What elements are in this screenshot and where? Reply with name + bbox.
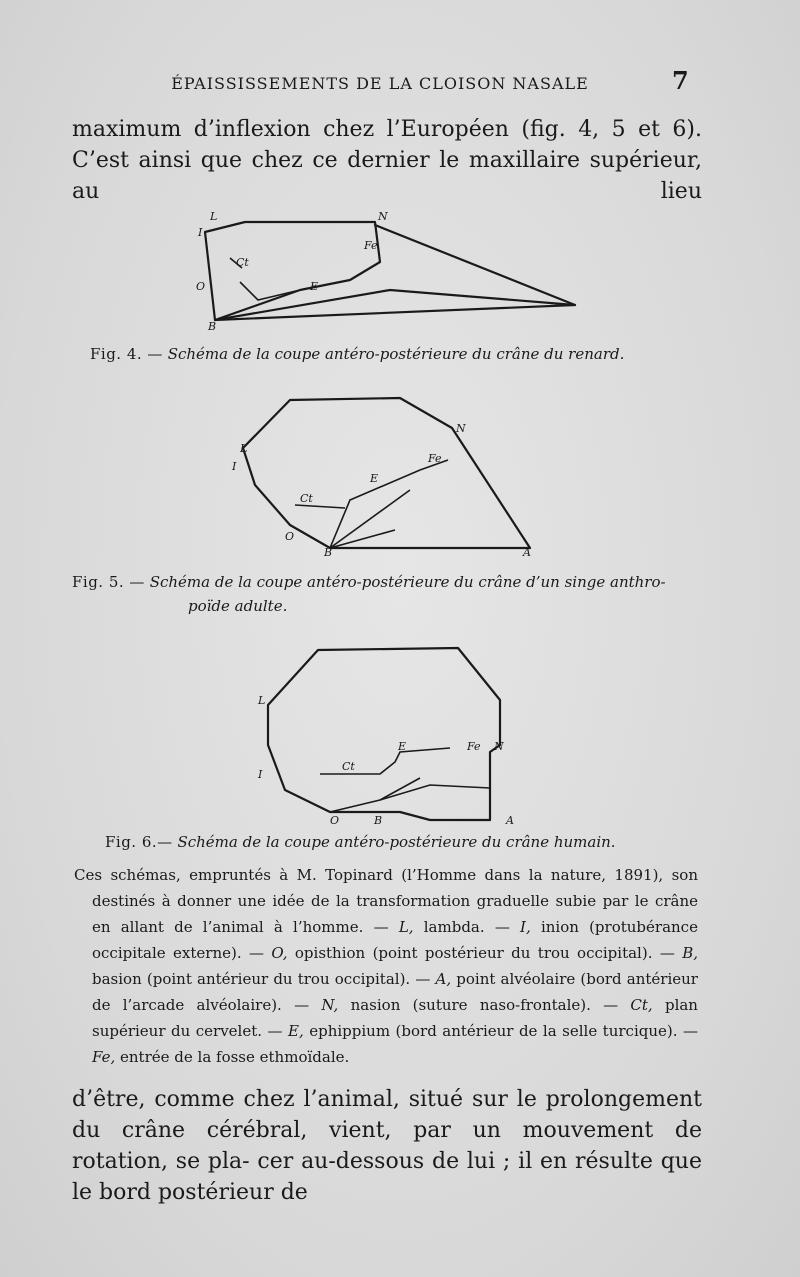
figure-legend [74,862,698,1070]
fig6-label-I: I [258,768,263,781]
fig5-label-E: E [370,472,379,485]
legend-sym-Fe: Fe, [92,1048,116,1066]
legend-sym-N: N, [321,996,339,1014]
fig4-label-Fe: Fe [364,239,378,252]
legend-intro: Ces schémas, empruntés à M. Topinard (l’Homme dans la nature, 1891), son destinés à donner une idée de la transformation graduelle subie par le crâne en allant de l’animal à l’homme. — [74,866,698,936]
legend-sym-Ct: Ct, [630,996,653,1014]
fig6-label-E: E [398,740,407,753]
fig6-sella-line [320,748,450,774]
fig5-base-lines [290,525,395,548]
fig5-label-A: A [523,546,531,559]
figure-5-diagram [231,398,531,559]
fig6-label-Fe: Fe [467,740,481,753]
figure-5-caption-line1: Schéma de la coupe antéro-postérieure du crâne d’un singe anthro- [149,573,666,591]
fig4-cranium-outline [205,222,380,320]
fig6-label-Ct: Ct [342,760,355,773]
figure-5-caption-line2: poïde adulte. [188,597,288,615]
legend-text-E: ephippium (bord antérieur de la selle turcique). — [309,1022,698,1040]
fig6-base-line [330,785,490,812]
fig6-cranium-outline [268,648,500,820]
fig4-label-I: I [198,226,203,239]
page-number: 7 [672,66,689,95]
fig5-cranium-outline [243,398,530,548]
fig4-label-Ct: Ct [236,256,249,269]
fig5-label-Ct: Ct [300,492,313,505]
fig6-label-O: O [330,814,340,827]
fig4-label-O: O [196,280,206,293]
fig5-inner-lines [330,460,448,548]
fig6-label-B: B [374,814,383,827]
figure-4-caption-text: Schéma de la coupe antéro-postérieure du crâne du renard. [167,345,625,363]
fig6-label-L: L [258,694,266,707]
fig4-face-line [215,225,575,320]
fig6-label-N: N [494,740,504,753]
fig6-label-A: A [506,814,514,827]
fig4-label-E: E [310,280,319,293]
legend-text-N: nasion (suture naso-frontale). — [350,996,619,1014]
fig5-label-B: B [324,546,333,559]
legend-sym-I: I, [520,918,531,936]
fig5-label-O: O [285,530,295,543]
fig5-label-Fe: Fe [428,452,442,465]
legend-text-A: point alvéolaire (bord antérieur de l’arcade alvéolaire). — [92,970,698,1014]
fig4-cerebellum-plane [240,282,300,300]
fig5-label-L: L [240,442,248,455]
fig4-base-line [215,290,575,320]
legend-text-Fe: entrée de la fosse ethmoïdale. [120,1048,350,1066]
figure-6-caption [105,833,616,851]
legend-text-B: basion (point antérieur du trou occipital). — [92,970,431,988]
legend-sym-O: O, [271,944,288,962]
legend-sym-E: E, [288,1022,304,1040]
figure-5-label: Fig. 5. — [72,573,145,591]
body-bottom-line-1: d’être, comme chez l’animal, situé sur le prolongement du crâne cérébral, vient, par un mouvement de rotation, se pla- [72,1087,702,1174]
body-paragraph-bottom [72,1084,702,1208]
fig4-label-B: B [208,320,217,333]
fig4-label-L: L [210,210,218,223]
figure-4-label: Fig. 4. — [90,345,163,363]
legend-text-O: opisthion (point postérieur du trou occipital). — [294,944,675,962]
fig4-label-N: N [378,210,388,223]
fig5-label-N: N [456,422,466,435]
body-bottom-line-2: cer au-dessous de lui ; il en résulte que le bord postérieur de [72,1149,702,1205]
running-head: ÉPAISSISSEMENTS DE LA CLOISON NASALE [171,74,589,93]
legend-sym-B: B, [682,944,698,962]
legend-text-L: lambda. — [423,918,510,936]
fig5-label-I: I [232,460,237,473]
figure-4-caption [90,345,624,363]
figure-5-caption [72,573,666,591]
legend-text-I: inion (protubérance occipitale externe). — [92,918,698,962]
legend-sym-A: A, [435,970,452,988]
figure-6-diagram [257,648,514,827]
figure-6-label: Fig. 6.— [105,833,173,851]
legend-sym-L: L, [398,918,414,936]
figure-4-diagram [196,210,575,333]
body-paragraph-top: maximum d’inflexion chez l’Européen (fig. 4, 5 et 6). C’est ainsi que chez ce dernier le maxillaire supérieur, au lieu [72,117,702,204]
figure-6-caption-text: Schéma de la coupe antéro-postérieure du crâne humain. [177,833,616,851]
legend-text-Ct: plan supérieur du cervelet. — [92,996,698,1040]
fig5-ct-line [295,505,345,508]
